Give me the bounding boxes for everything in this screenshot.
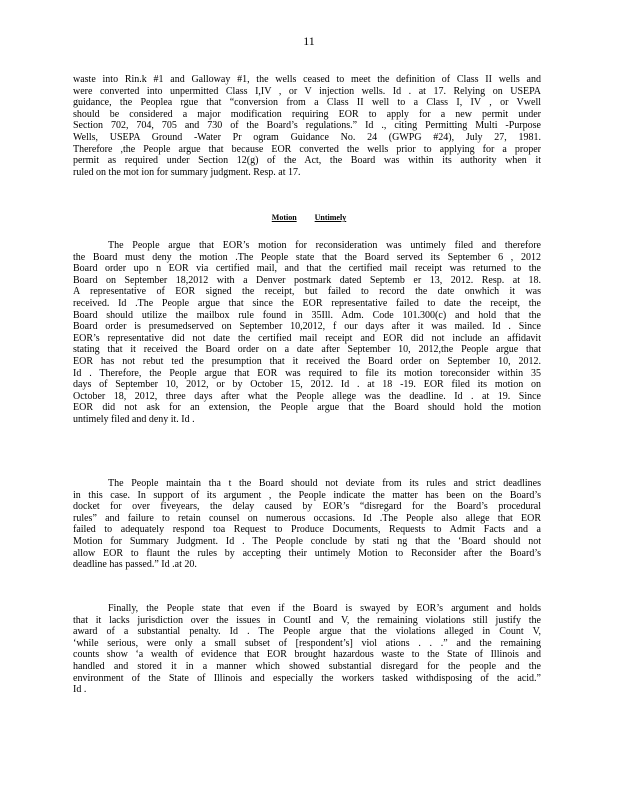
text-line: rules” and failure to retain counsel on numerous occasions. Id .The People also allege that EOR bbox=[73, 512, 541, 524]
text-line: EOR’s representative did not date the certified mail receipt and EOR did not include an affidavit bbox=[73, 332, 541, 344]
text-line: waste into Rin.k #1 and Galloway #1, the wells ceased to meet the definition of Class II wells and bbox=[73, 74, 541, 85]
page-number: 11 bbox=[303, 34, 315, 48]
text-line: Wells, USEPA Ground -Water Pr ogram Guidance No. 24 (GWPG #24), July 27, 1981. bbox=[73, 131, 541, 143]
text-line: stating that it received the Board order on a date after September 10, 2012,the People argue that bbox=[73, 344, 541, 356]
paragraph-4 bbox=[73, 603, 541, 696]
text-line: Id . bbox=[73, 684, 87, 696]
text-line: allow EOR to flaunt the rules by accepting their untimely Motion to Reconsider after the Board’s bbox=[73, 547, 541, 559]
text-line: Board should utilize the mailbox rule found in 35Ill. Adm. Code 101.300(c) and hold that the bbox=[73, 309, 541, 321]
text-line: permit as required under Section 12(g) of the Act, the Board was within its authority when it bbox=[73, 155, 541, 167]
text-line: award of a substantial penalty. Id . The People argue that the violations alleged in Count V, bbox=[73, 626, 541, 638]
text-line: Board order is presumedserved on September 10,2012, f our days after it was mailed. Id . Since bbox=[73, 321, 541, 333]
text-line: Section 702, 704, 705 and 730 of the Board’s regulations.” Id ., citing Permitting Multi -Purpose bbox=[73, 120, 541, 132]
text-line: failed to adequately respond toa Request to Produce Documents, Requests to Admit Facts and a bbox=[73, 524, 541, 536]
text-line: Board order upo n EOR via certified mail, and that the certified mail receipt was returned to the bbox=[73, 263, 541, 275]
text-line: ruled on the mot ion for summary judgment. Resp. at 17. bbox=[73, 166, 301, 178]
text-line: should be considered a major modification requiring EOR to apply for a new permit under bbox=[73, 108, 541, 120]
section-heading-word: Untimely bbox=[314, 213, 347, 222]
text-line: ‘while serious, were only a small subset of [respondent’s] viol ations . . .” and the remaining bbox=[73, 637, 541, 649]
text-line: Finally, the People state that even if the Board is swayed by EOR’s argument and holds bbox=[108, 603, 541, 614]
text-line: counts show ‘a wealth of evidence that EOR brought hazardous waste to the State of Illinois and bbox=[73, 649, 541, 661]
text-line: days of September 10, 2012, or by October 15, 2012. Id . at 18 -19. EOR filed its motion on bbox=[73, 379, 541, 391]
text-line: handled and stored it in a manner which showed substantial disregard for the people and the bbox=[73, 660, 541, 672]
text-line: A representative of EOR signed the receipt, but failed to record the date onwhich it was bbox=[73, 286, 541, 298]
text-line: Motion for Summary Judgment. Id . The People conclude by stati ng that the ‘Board should not bbox=[73, 535, 541, 547]
text-line: Therefore ,the People argue that because EOR converted the wells prior to applying for a proper bbox=[73, 143, 541, 155]
text-line: received. Id .The People argue that since the EOR representative failed to date the receipt, the bbox=[73, 297, 541, 309]
text-line: in this case. In support of its argument , the People indicate the matter has been on the Board’s bbox=[73, 489, 541, 501]
paragraph-1 bbox=[73, 74, 541, 178]
text-line: EOR did not ask for an extension, the People argue that the Board should hold the motion bbox=[73, 402, 541, 414]
text-line: EOR has not rebut ted the presumption that it received the Board order on September 10, 2012. bbox=[73, 355, 541, 367]
text-line: guidance, the Peoplea rgue that “conversion from a Class II well to a Class I, IV , or Vwell bbox=[73, 97, 541, 109]
text-line: October 18, 2012, three days after what the People allege was the deadline. Id . at 19. Since bbox=[73, 390, 541, 402]
text-line: docket for over fiveyears, the delay caused by EOR’s “disregard for the Board’s procedural bbox=[73, 501, 541, 513]
text-line: Board on September 18,2012 with a Denver postmark dated Septemb er 13, 2012. Resp. at 18. bbox=[73, 274, 541, 286]
paragraph-3 bbox=[73, 478, 541, 571]
text-line: the Board must deny the motion .The People state that the Board served its September 6 , 2012 bbox=[73, 251, 541, 263]
text-line: that it lacks jurisdiction over the issues in CountI and V, the remaining violations still justify the bbox=[73, 614, 541, 626]
section-heading-word: Motion bbox=[271, 213, 297, 222]
section-heading bbox=[0, 213, 618, 222]
text-line: The People maintain tha t the Board should not deviate from its rules and strict deadlines bbox=[108, 478, 541, 489]
text-line: deadline has passed.” Id .at 20. bbox=[73, 559, 197, 571]
text-line: Id . Therefore, the People argue that EOR was required to file its motion toreconsider within 35 bbox=[73, 367, 541, 379]
text-line: The People argue that EOR’s motion for reconsideration was untimely filed and therefore bbox=[108, 240, 541, 251]
paragraph-2 bbox=[73, 240, 541, 426]
text-line: were converted into unpermitted Class I,IV , or V injection wells. Id . at 17. Relying on USEPA bbox=[73, 85, 541, 97]
text-line: untimely filed and deny it. Id . bbox=[73, 413, 195, 425]
text-line: environment of the State of Illinois and especially the workers tasked withdisposing of the acid.” bbox=[73, 672, 541, 684]
